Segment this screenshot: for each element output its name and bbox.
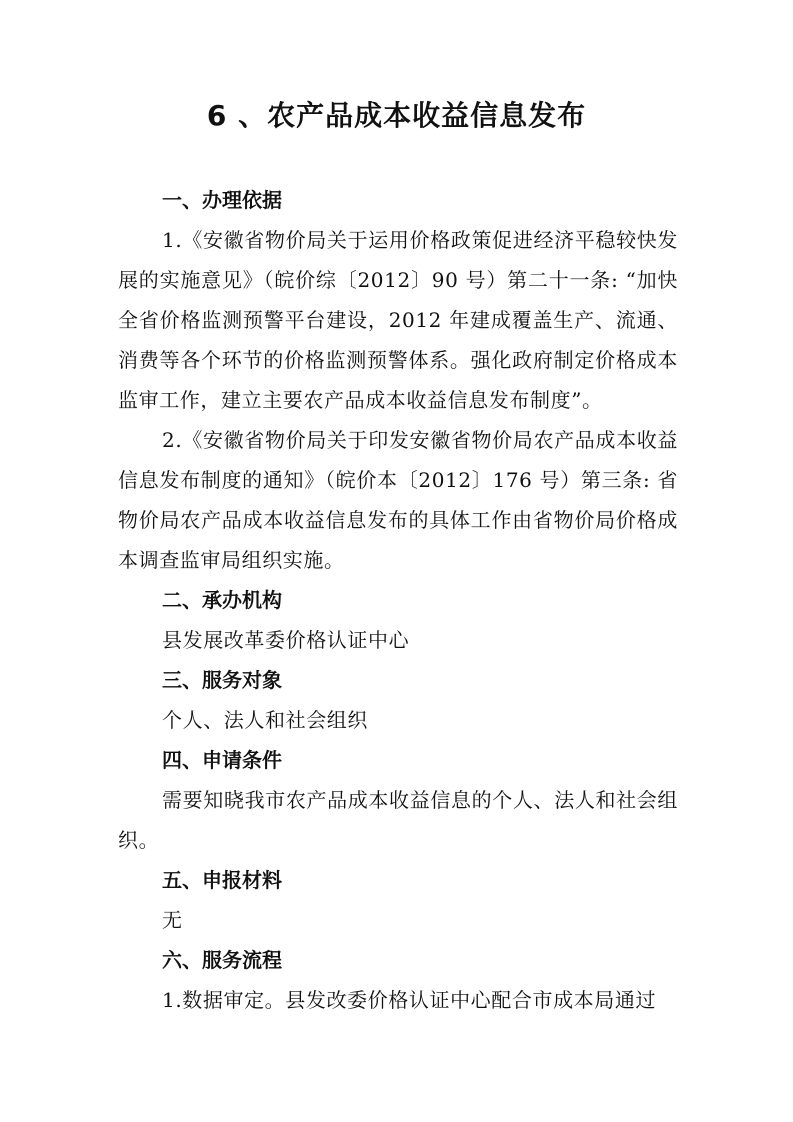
section-heading-materials: 五、申报材料	[162, 868, 282, 892]
service-target-paragraph: 个人、法人和社会组织	[162, 708, 368, 732]
section-heading-agency: 二、承办机构	[162, 588, 282, 612]
basis-paragraph-2: 2.《安徽省物价局关于印发安徽省物价局农产品成本收益信息发布制度的通知》（皖价本〔2012〕176 号）第三条: 省物价局农产品成本收益信息发布的具体工作由省物价局价格成本调查监审局组织实施。	[118, 428, 678, 572]
materials-paragraph: 无	[162, 908, 183, 932]
section-heading-service-target: 三、服务对象	[162, 668, 282, 692]
section-heading-conditions: 四、申请条件	[162, 748, 282, 772]
document-title: 6 、农产品成本收益信息发布	[206, 99, 587, 132]
section-heading-basis: 一、办理依据	[162, 188, 282, 212]
process-paragraph-1: 1.数据审定。县发改委价格认证中心配合市成本局通过	[162, 988, 657, 1012]
basis-paragraph-1: 1.《安徽省物价局关于运用价格政策促进经济平稳较快发展的实施意见》（皖价综〔2012〕90 号）第二十一条: “加快全省价格监测预警平台建设，2012 年建成覆盖生产、流通、消费等各个环节的价格监测预警体系。强化政府制定价格成本监审工作，建立主要农产品成本收益信息发布制度”。	[118, 228, 678, 412]
agency-paragraph: 县发展改革委价格认证中心	[162, 628, 410, 652]
conditions-paragraph: 需要知晓我市农产品成本收益信息的个人、法人和社会组织。	[118, 788, 678, 852]
section-heading-process: 六、服务流程	[162, 948, 282, 972]
document-body	[118, 180, 678, 1020]
